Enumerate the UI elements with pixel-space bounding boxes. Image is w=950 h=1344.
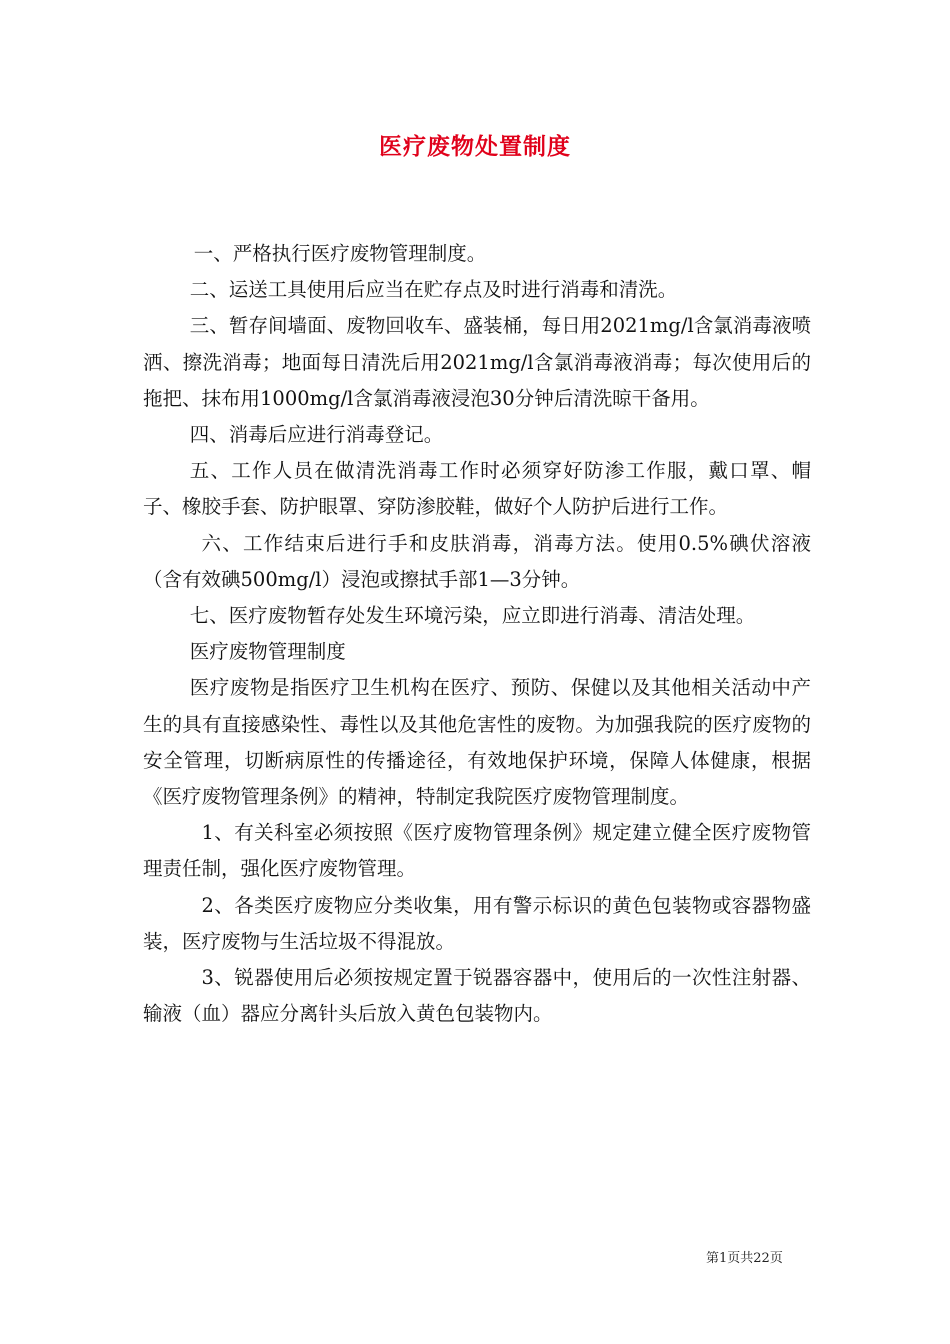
document-body <box>143 236 811 1032</box>
paragraph-6: 六、工作结束后进行手和皮肤消毒，消毒方法。使用0.5%碘伏溶液（含有效碘500mg/l）浸泡或擦拭手部1—3分钟。 <box>143 531 811 591</box>
page-number: 第1页共22页 <box>706 1251 783 1266</box>
rule-1: 1、有关科室必须按照《医疗废物管理条例》规定建立健全医疗废物管理责任制，强化医疗废物管理。 <box>143 821 811 881</box>
paragraph-4: 四、消毒后应进行消毒登记。 <box>189 423 444 447</box>
rule-2: 2、各类医疗废物应分类收集，用有警示标识的黄色包装物或容器物盛装，医疗废物与生活垃圾不得混放。 <box>143 893 811 953</box>
rule-3: 3、锐器使用后必须按规定置于锐器容器中，使用后的一次性注射器、输液（血）器应分离针头后放入黄色包装物内。 <box>143 966 811 1026</box>
paragraph-3: 三、暂存间墙面、废物回收车、盛装桶，每日用2021mg/l含氯消毒液喷洒、擦洗消毒；地面每日清洗后用2021mg/l含氯消毒液消毒；每次使用后的拖把、抹布用1000mg/l含氯消毒液浸泡30分钟后清洗晾干备用。 <box>143 314 811 410</box>
paragraph-2: 二、运送工具使用后应当在贮存点及时进行消毒和清洗。 <box>189 278 678 302</box>
section-heading: 医疗废物管理制度 <box>189 640 346 664</box>
document-title: 医疗废物处置制度 <box>379 133 571 160</box>
paragraph-7: 七、医疗废物暂存处发生环境污染，应立即进行消毒、清洁处理。 <box>189 604 756 628</box>
paragraph-5: 五、工作人员在做清洗消毒工作时必须穿好防渗工作服，戴口罩、帽子、橡胶手套、防护眼罩、穿防渗胶鞋，做好个人防护后进行工作。 <box>143 459 811 519</box>
paragraph-intro: 医疗废物是指医疗卫生机构在医疗、预防、保健以及其他相关活动中产生的具有直接感染性、毒性以及其他危害性的废物。为加强我院的医疗废物的安全管理，切断病原性的传播途径，有效地保护环境，保障人体健康，根据《医疗废物管理条例》的精神，特制定我院医疗废物管理制度。 <box>143 676 811 809</box>
paragraph-1: 一、严格执行医疗废物管理制度。 <box>193 242 487 265</box>
